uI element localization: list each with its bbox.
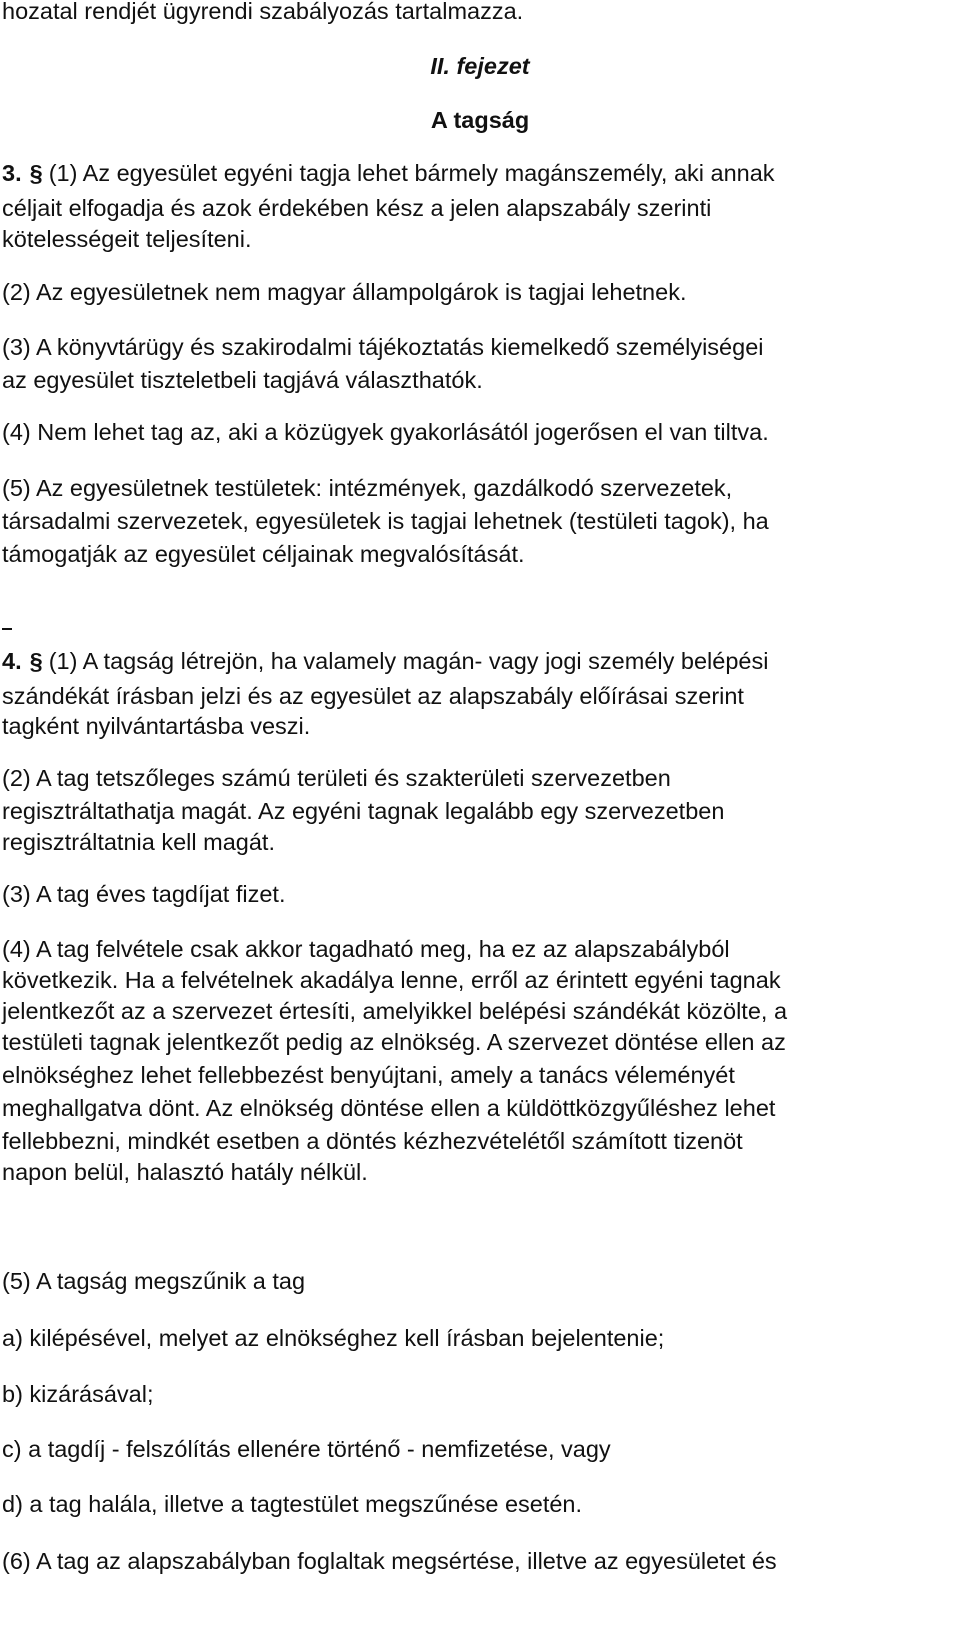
section-3-paragraph-3: (3) A könyvtárügy és szakirodalmi tájékoztatás kiemelkedő személyiségei: [2, 334, 764, 360]
paragraph-line: szándékát írásban jelzi és az egyesület az alapszabály előírásai szerint: [2, 683, 744, 709]
section-3-number: 3.: [2, 160, 22, 186]
section-3-paragraph-1: 3. § (1) Az egyesület egyéni tagja lehet bármely magánszemély, aki annak: [2, 157, 775, 189]
paragraph-line: társadalmi szervezetek, egyesületek is tagjai lehetnek (testületi tagok), ha: [2, 508, 769, 534]
paragraph-line: az egyesület tiszteletbeli tagjává választhatók.: [2, 367, 483, 393]
list-item-c: c) a tagdíj - felszólítás ellenére történő - nemfizetése, vagy: [2, 1436, 611, 1462]
section-4-paragraph-3: (3) A tag éves tagdíjat fizet.: [2, 881, 286, 907]
paragraph-line: regisztráltatnia kell magát.: [2, 829, 275, 855]
paragraph-line: következik. Ha a felvételnek akadálya lenne, erről az érintett egyéni tagnak: [2, 967, 781, 993]
paragraph-line: regisztráltathatja magát. Az egyéni tagnak legalább egy szervezetben: [2, 798, 725, 824]
separator-dash: [2, 628, 12, 630]
paragraph-line: jelentkezőt az a szervezet értesíti, amelyikkel belépési szándékát közölte, a: [2, 998, 788, 1024]
paragraph-line: napon belül, halasztó hatály nélkül.: [2, 1159, 368, 1185]
section-sign-icon: §: [29, 648, 43, 674]
list-item-a: a) kilépésével, melyet az elnökséghez kell írásban bejelentenie;: [2, 1325, 665, 1351]
paragraph-line: kötelességeit teljesíteni.: [2, 226, 252, 252]
section-sign-icon: §: [29, 160, 43, 186]
paragraph-line: tagként nyilvántartásba veszi.: [2, 713, 311, 739]
paragraph-line: fellebbezni, mindkét esetben a döntés kézhezvételétől számított tizenöt: [2, 1128, 743, 1154]
section-4-paragraph-4: (4) A tag felvétele csak akkor tagadható meg, ha ez az alapszabályból: [2, 936, 730, 962]
chapter-heading: II. fejezet: [430, 53, 530, 79]
chapter-title: A tagság: [430, 107, 530, 133]
paragraph-line: támogatják az egyesület céljainak megvalósítását.: [2, 541, 525, 567]
section-4-paragraph-5: (5) A tagság megszűnik a tag: [2, 1268, 306, 1294]
list-item-b: b) kizárásával;: [2, 1381, 154, 1407]
intro-text: hozatal rendjét ügyrendi szabályozás tartalmazza.: [2, 0, 524, 24]
section-4-paragraph-2: (2) A tag tetszőleges számú területi és szakterületi szervezetben: [2, 765, 671, 791]
paragraph-line: testületi tagnak jelentkezőt pedig az elnökség. A szervezet döntése ellen az: [2, 1029, 786, 1055]
section-3-paragraph-2: (2) Az egyesületnek nem magyar állampolgárok is tagjai lehetnek.: [2, 279, 687, 305]
section-3-paragraph-4: (4) Nem lehet tag az, aki a közügyek gyakorlásától jogerősen el van tiltva.: [2, 419, 769, 445]
paragraph-line: meghallgatva dönt. Az elnökség döntése ellen a küldöttközgyűléshez lehet: [2, 1095, 776, 1121]
section-4-paragraph-1: 4. § (1) A tagság létrejön, ha valamely magán- vagy jogi személy belépési: [2, 645, 768, 677]
section-4-number: 4.: [2, 648, 22, 674]
section-4-paragraph-6: (6) A tag az alapszabályban foglaltak megsértése, illetve az egyesületet és: [2, 1548, 777, 1574]
paragraph-line: céljait elfogadja és azok érdekében kész a jelen alapszabály szerinti: [2, 195, 712, 221]
section-3-paragraph-5: (5) Az egyesületnek testületek: intézmények, gazdálkodó szervezetek,: [2, 475, 733, 501]
paragraph-line: elnökséghez lehet fellebbezést benyújtani, amely a tanács véleményét: [2, 1062, 735, 1088]
list-item-d: d) a tag halála, illetve a tagtestület megszűnése esetén.: [2, 1491, 583, 1517]
